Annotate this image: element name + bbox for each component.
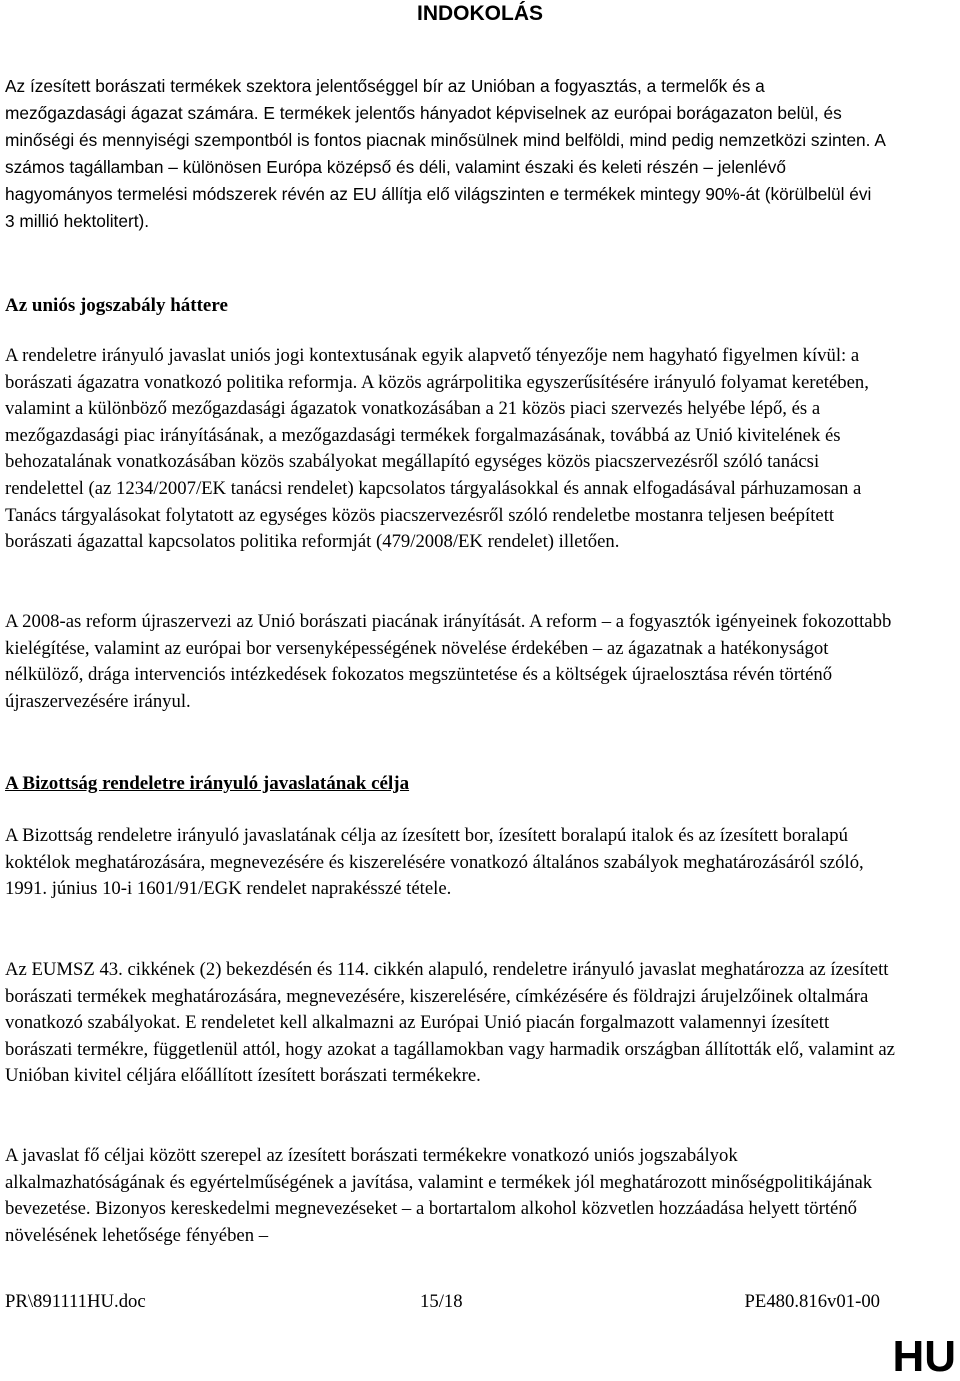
language-code: HU xyxy=(892,1332,956,1381)
footer-pe-reference: PE480.816v01-00 xyxy=(744,1291,880,1312)
proposal-aim-paragraph-3: A javaslat fő céljai között szerepel az ízesített borászati termékekre vonatkozó uniós jogszabályok alkalmazhatóságának és egyértelműségének a javítása, valamint e termékek jól meghatározott minőségpolitikájának bevezetése. Bizonyos kereskedelmi megnevezéseket – a bortartalom alkohol közvetlen hozzáadása helyett történő növelésének lehetősége fényében – xyxy=(5,1145,873,1246)
document-title: INDOKOLÁS xyxy=(417,2,543,25)
footer-page-number: 15/18 xyxy=(420,1291,463,1312)
section-heading-legal-background: Az uniós jogszabály háttere xyxy=(5,295,228,316)
section-heading-proposal-aim: A Bizottság rendeletre irányuló javaslatának célja xyxy=(5,773,410,794)
intro-paragraph: Az ízesített borászati termékek szektora jelentőséggel bír az Unióban a fogyasztás, a termelők és a mezőgazdasági ágazat számára. E termékek jelentős hányadot képviselnek az európai borágazaton belül, és minőségi és mennyiségi szempontból is fontos piacnak minősülnek mind belföldi, mind pedig nemzetközi szinten. A számos tagállamban – különösen Európa középső és déli, valamint északi és keleti részén – jelenlévő hagyományos termelési módszerek révén az EU állítja elő világszinten e termékek mintegy 90%-át (körülbelül évi 3 millió hektolitert). xyxy=(5,76,885,231)
page-footer xyxy=(5,1290,880,1314)
legal-background-paragraph-2: A 2008-as reform újraszervezi az Unió borászati piacának irányítását. A reform – a fogyasztók igényeinek fokozottabb kielégítése, valamint az európai bor versenyképességének növelése érdekében – az ágazatnak a hatékonyságot nélkülöző, drága intervenciós intézkedések fokozatos megszüntetése és a költségek újraelosztása révén történő újraszervezésére irányul. xyxy=(5,611,892,712)
proposal-aim-paragraph-1: A Bizottság rendeletre irányuló javaslatának célja az ízesített bor, ízesített boralapú italok és az ízesített boralapú koktélok meghatározására, megnevezésére és kiszerelésére vonatkozó általános szabályok meghatározásáról szóló, 1991. június 10-i 1601/91/EGK rendelet naprakésszé tétele. xyxy=(5,825,864,900)
footer-doc-reference: PR\891111HU.doc xyxy=(5,1291,146,1312)
legal-background-paragraph-1: A rendeletre irányuló javaslat uniós jogi kontextusának egyik alapvető tényezője nem hagyható figyelmen kívül: a borászati ágazatra vonatkozó politika reformja. A közös agrárpolitika egyszerűsítésére irányuló folyamat keretében, valamint a különböző mezőgazdasági ágazatok vonatkozásában a 21 közös piaci szervezés helyébe lépő, és a mezőgazdasági piac irányításának, a mezőgazdasági termékek forgalmazásának, továbbá az Unió kivitelének és behozatalának vonatkozásában közös szabályokat megállapító egységes közös piacszervezésről szóló tanácsi rendelettel (az 1234/2007/EK tanácsi rendelet) kapcsolatos tárgyalásokkal és annak elfogadásával párhuzamosan a Tanács tárgyalásokat folytatott az egységes közös piacszervezésről szóló rendeletbe mostanra teljesen beépített borászati ágazattal kapcsolatos politika reformját (479/2008/EK rendelet) illetően. xyxy=(5,345,869,553)
proposal-aim-paragraph-2: Az EUMSZ 43. cikkének (2) bekezdésén és 114. cikkén alapuló, rendeletre irányuló javaslat meghatározza az ízesített borászati termékek meghatározására, megnevezésére, kiszerelésére, címkézésére és földrajzi árujelzőinek oltalmára vonatkozó szabályokat. E rendeletet kell alkalmazni az Európai Unió piacán forgalmazott valamennyi ízesített borászati termékre, függetlenül attól, hogy azokat a tagállamokban vagy harmadik országban állították elő, valamint az Unióban kivitel céljára előállított ízesített borászati termékekre. xyxy=(5,959,895,1087)
